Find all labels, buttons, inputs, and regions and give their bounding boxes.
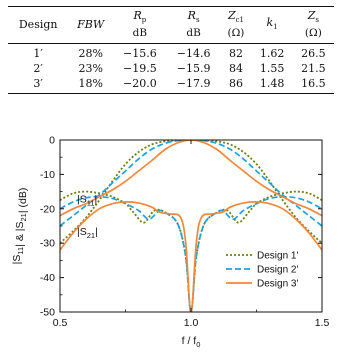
header-zs: $Z_s$ (Ω) <box>293 7 334 44</box>
table-cell: −15.9 <box>176 62 211 76</box>
table-row <box>8 76 334 94</box>
x-tick-label: 0.5 <box>52 317 68 329</box>
table-cell: 82 <box>228 47 243 61</box>
table-cell: −17.9 <box>167 76 221 94</box>
table-cell: −19.5 <box>123 62 157 76</box>
annotation-label: $|S_{11}|$ <box>77 193 98 208</box>
x-axis-label: f / $f_0$ <box>181 335 201 349</box>
y-tick-label: -50 <box>39 306 55 319</box>
header-k1: $k_1$ <box>251 7 292 44</box>
table-cell: 16.5 <box>293 76 334 94</box>
header-design: Design <box>8 7 68 44</box>
y-tick-label: 0 <box>49 134 55 147</box>
table-cell: 1′ <box>33 47 43 61</box>
series-3-s21-line <box>60 140 322 216</box>
x-tick-label: 1.5 <box>314 317 330 329</box>
series-1-s21-line <box>60 140 322 243</box>
y-tick-label: -30 <box>39 237 55 250</box>
annotation-label: $|S_{21}|$ <box>77 226 98 241</box>
legend-label: Design 1' <box>257 250 299 262</box>
table-cell: 1.55 <box>259 62 285 76</box>
header-zc1: $Z_{c1}$ (Ω) <box>220 7 251 44</box>
legend-label: Design 2' <box>257 264 299 276</box>
legend-label: Design 3' <box>257 278 299 290</box>
header-rp: $R_p$ dB <box>113 7 167 44</box>
header-fbw: FBW <box>68 7 113 44</box>
table-cell: 28% <box>78 47 103 61</box>
table-cell: 84 <box>228 62 243 76</box>
table-row <box>8 44 334 62</box>
table-header-row <box>8 7 334 44</box>
y-tick-label: -40 <box>39 272 55 285</box>
table-row <box>8 61 334 76</box>
table-cell: 1.48 <box>251 76 292 94</box>
table-cell: 1.62 <box>259 47 285 61</box>
table-cell: 18% <box>68 76 113 94</box>
x-tick-label: 1.0 <box>183 317 199 329</box>
y-tick-label: -10 <box>39 168 55 181</box>
table-cell: −14.6 <box>176 47 211 61</box>
table-cell: 86 <box>220 76 251 94</box>
table-cell: −15.6 <box>123 47 157 61</box>
s-parameter-chart <box>0 128 342 359</box>
table-cell: 23% <box>78 62 103 76</box>
header-rs: $R_s$ dB <box>167 7 221 44</box>
y-axis-label: $|S_{11}|$ & $|S_{21}|$ (dB) <box>11 187 29 265</box>
table-cell: 2′ <box>33 62 43 76</box>
table-cell: −20.0 <box>113 76 167 94</box>
table-cell: 3′ <box>8 76 68 94</box>
parameter-table <box>8 6 334 94</box>
table-cell: 26.5 <box>301 47 326 61</box>
series-2-s21-line <box>60 140 322 226</box>
y-tick-label: -20 <box>39 203 55 216</box>
table-cell: 21.5 <box>301 62 326 76</box>
